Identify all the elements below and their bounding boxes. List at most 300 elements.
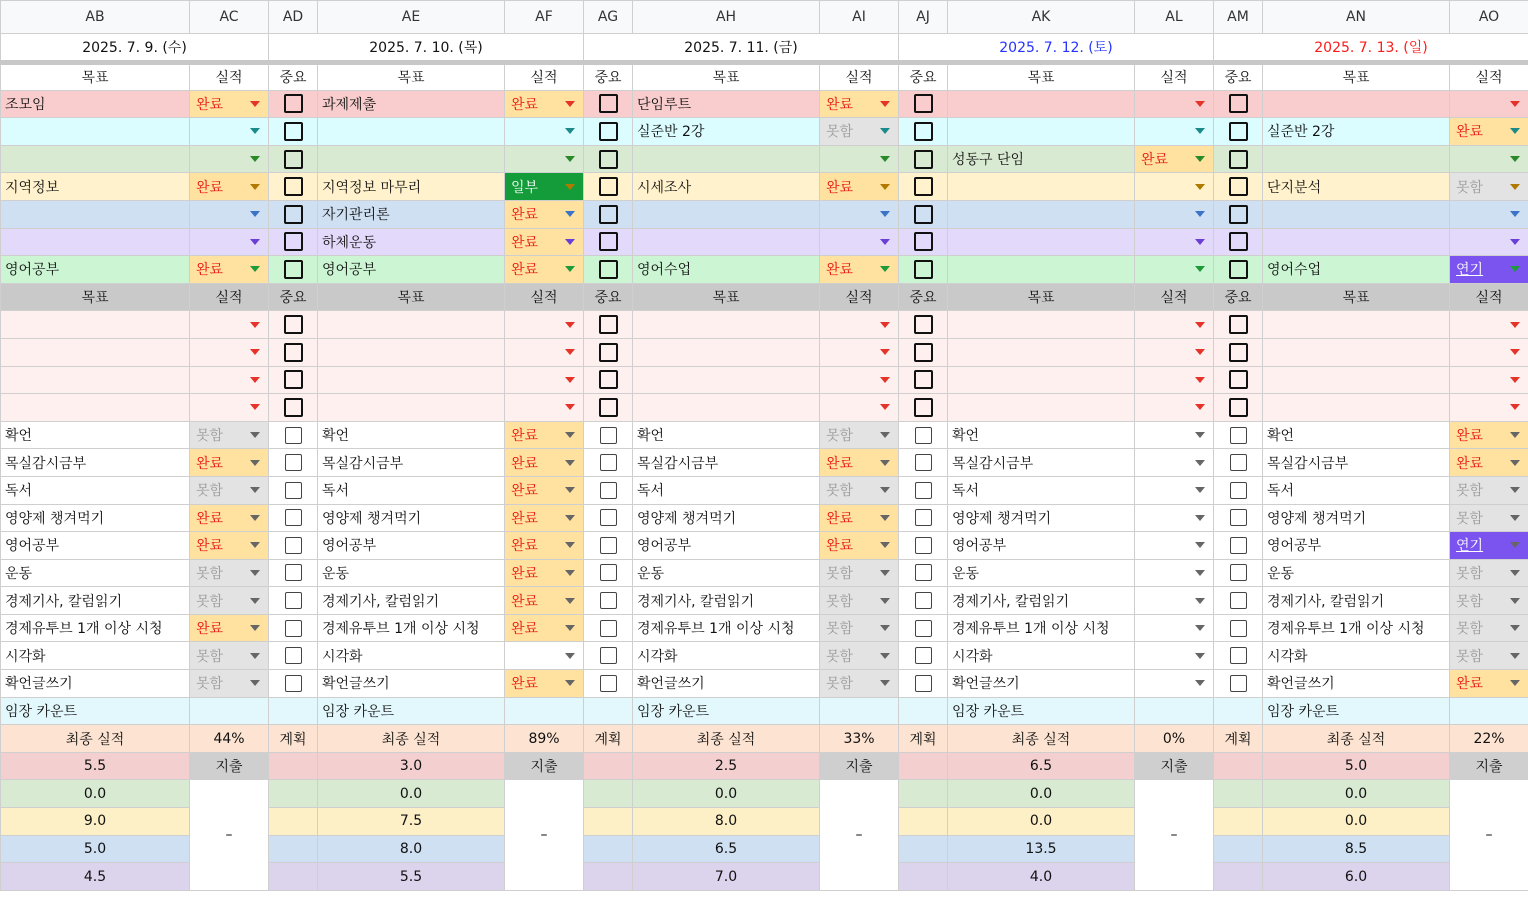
important-checkbox[interactable]	[914, 260, 933, 279]
result-dropdown[interactable]	[1135, 145, 1214, 173]
result-dropdown[interactable]	[1450, 228, 1528, 256]
important-checkbox[interactable]	[285, 592, 302, 609]
important-checkbox[interactable]	[285, 454, 302, 471]
important-checkbox[interactable]	[285, 427, 302, 444]
important-checkbox[interactable]	[1230, 454, 1247, 471]
goal-cell[interactable]	[948, 366, 1135, 394]
summary-value[interactable]: 5.5	[1, 752, 190, 780]
routine-label[interactable]: 영양제 챙겨먹기	[318, 504, 505, 532]
blank-cell[interactable]	[584, 808, 633, 836]
result-dropdown[interactable]	[190, 587, 269, 615]
routine-label[interactable]: 영어공부	[948, 532, 1135, 560]
result-dropdown[interactable]	[505, 642, 584, 670]
final-percent[interactable]: 89%	[505, 725, 584, 753]
routine-label[interactable]: 영어공부	[633, 532, 820, 560]
goal-cell[interactable]: 단임루트	[633, 90, 820, 118]
important-checkbox[interactable]	[599, 150, 618, 169]
result-dropdown[interactable]	[505, 670, 584, 698]
result-dropdown[interactable]	[505, 311, 584, 339]
column-header-ad[interactable]: AD	[269, 1, 318, 34]
goal-cell[interactable]: 시세조사	[633, 173, 820, 201]
important-checkbox[interactable]	[599, 94, 618, 113]
expense-label[interactable]: 지출	[1450, 752, 1528, 780]
summary-value[interactable]: 0.0	[318, 780, 505, 808]
expense-value[interactable]: –	[820, 780, 899, 890]
important-checkbox[interactable]	[285, 482, 302, 499]
expense-label[interactable]: 지출	[190, 752, 269, 780]
important-checkbox[interactable]	[1229, 177, 1248, 196]
result-dropdown[interactable]	[505, 587, 584, 615]
routine-label[interactable]: 운동	[318, 559, 505, 587]
summary-value[interactable]: 0.0	[633, 780, 820, 808]
important-checkbox[interactable]	[914, 315, 933, 334]
blank-cell[interactable]	[505, 697, 584, 725]
result-dropdown[interactable]	[190, 504, 269, 532]
goal-cell[interactable]	[633, 394, 820, 422]
final-percent[interactable]: 0%	[1135, 725, 1214, 753]
summary-value[interactable]: 6.0	[1263, 863, 1450, 891]
goal-cell[interactable]	[633, 200, 820, 228]
result-dropdown[interactable]	[1135, 90, 1214, 118]
goal-cell[interactable]	[1, 118, 190, 146]
important-checkbox[interactable]	[1229, 122, 1248, 141]
routine-label[interactable]: 영양제 챙겨먹기	[948, 504, 1135, 532]
result-dropdown[interactable]	[190, 532, 269, 560]
important-checkbox[interactable]	[1229, 370, 1248, 389]
result-dropdown[interactable]	[1135, 228, 1214, 256]
result-dropdown[interactable]	[505, 614, 584, 642]
routine-label[interactable]: 확언	[1, 421, 190, 449]
important-checkbox[interactable]	[284, 94, 303, 113]
goal-cell[interactable]	[318, 145, 505, 173]
result-dropdown[interactable]	[820, 228, 899, 256]
result-dropdown[interactable]	[505, 145, 584, 173]
goal-cell[interactable]	[948, 118, 1135, 146]
goal-cell[interactable]	[1, 200, 190, 228]
important-checkbox[interactable]	[1229, 398, 1248, 417]
goal-cell[interactable]	[318, 118, 505, 146]
goal-cell[interactable]	[633, 311, 820, 339]
routine-label[interactable]: 경제기사, 칼럼읽기	[948, 587, 1135, 615]
important-checkbox[interactable]	[914, 232, 933, 251]
result-dropdown[interactable]	[1450, 311, 1528, 339]
goal-cell[interactable]: 실준반 2강	[1263, 118, 1450, 146]
summary-value[interactable]: 0.0	[1263, 808, 1450, 836]
result-dropdown[interactable]	[190, 670, 269, 698]
blank-cell[interactable]	[269, 697, 318, 725]
result-dropdown[interactable]	[820, 532, 899, 560]
routine-label[interactable]: 경제기사, 칼럼읽기	[1263, 587, 1450, 615]
column-header-an[interactable]: AN	[1263, 1, 1450, 34]
result-dropdown[interactable]	[505, 504, 584, 532]
result-dropdown[interactable]	[1135, 200, 1214, 228]
result-dropdown[interactable]	[1450, 90, 1528, 118]
goal-cell[interactable]	[1263, 200, 1450, 228]
result-dropdown[interactable]	[505, 366, 584, 394]
blank-cell[interactable]	[190, 697, 269, 725]
routine-label[interactable]: 확언	[948, 421, 1135, 449]
important-checkbox[interactable]	[599, 122, 618, 141]
goal-cell[interactable]	[948, 200, 1135, 228]
blank-cell[interactable]	[899, 780, 948, 808]
plan-label[interactable]: 계획	[269, 725, 318, 753]
goal-cell[interactable]	[1263, 394, 1450, 422]
summary-value[interactable]: 6.5	[948, 752, 1135, 780]
summary-value[interactable]: 13.5	[948, 835, 1135, 863]
result-dropdown[interactable]	[505, 338, 584, 366]
important-checkbox[interactable]	[1230, 592, 1247, 609]
important-checkbox[interactable]	[915, 454, 932, 471]
column-header-ae[interactable]: AE	[318, 1, 505, 34]
routine-label[interactable]: 확언글쓰기	[1263, 670, 1450, 698]
result-dropdown[interactable]	[1135, 504, 1214, 532]
summary-value[interactable]: 0.0	[948, 780, 1135, 808]
routine-label[interactable]: 시각화	[1, 642, 190, 670]
result-dropdown[interactable]	[190, 366, 269, 394]
important-checkbox[interactable]	[914, 150, 933, 169]
result-dropdown[interactable]	[820, 421, 899, 449]
result-dropdown[interactable]	[820, 642, 899, 670]
important-checkbox[interactable]	[1230, 509, 1247, 526]
goal-cell[interactable]	[633, 228, 820, 256]
result-dropdown[interactable]	[1135, 642, 1214, 670]
summary-value[interactable]: 3.0	[318, 752, 505, 780]
count-label[interactable]: 임장 카운트	[633, 697, 820, 725]
important-checkbox[interactable]	[1230, 647, 1247, 664]
important-checkbox[interactable]	[914, 398, 933, 417]
important-checkbox[interactable]	[915, 647, 932, 664]
result-dropdown[interactable]	[190, 338, 269, 366]
summary-value[interactable]: 9.0	[1, 808, 190, 836]
important-checkbox[interactable]	[915, 564, 932, 581]
important-checkbox[interactable]	[284, 260, 303, 279]
expense-value[interactable]: –	[1135, 780, 1214, 890]
goal-cell[interactable]	[1, 311, 190, 339]
important-checkbox[interactable]	[1230, 564, 1247, 581]
goal-cell[interactable]: 영어공부	[318, 256, 505, 284]
blank-cell[interactable]	[269, 835, 318, 863]
important-checkbox[interactable]	[284, 150, 303, 169]
goal-cell[interactable]	[318, 311, 505, 339]
summary-value[interactable]: 0.0	[948, 808, 1135, 836]
result-dropdown[interactable]	[1135, 366, 1214, 394]
result-dropdown[interactable]	[1450, 587, 1528, 615]
count-label[interactable]: 임장 카운트	[948, 697, 1135, 725]
expense-value[interactable]: –	[1450, 780, 1528, 890]
result-dropdown[interactable]	[1135, 449, 1214, 477]
result-dropdown[interactable]	[1135, 670, 1214, 698]
goal-cell[interactable]	[1, 145, 190, 173]
blank-cell[interactable]	[899, 808, 948, 836]
summary-value[interactable]: 0.0	[1263, 780, 1450, 808]
summary-value[interactable]: 0.0	[1, 780, 190, 808]
result-dropdown[interactable]	[190, 394, 269, 422]
blank-cell[interactable]	[820, 697, 899, 725]
routine-label[interactable]: 영양제 챙겨먹기	[633, 504, 820, 532]
result-dropdown[interactable]	[820, 118, 899, 146]
routine-label[interactable]: 운동	[948, 559, 1135, 587]
result-dropdown[interactable]	[190, 200, 269, 228]
result-dropdown[interactable]	[1450, 256, 1528, 284]
important-checkbox[interactable]	[915, 620, 932, 637]
important-checkbox[interactable]	[285, 509, 302, 526]
column-header-ak[interactable]: AK	[948, 1, 1135, 34]
important-checkbox[interactable]	[285, 647, 302, 664]
routine-label[interactable]: 목실감시금부	[948, 449, 1135, 477]
important-checkbox[interactable]	[285, 564, 302, 581]
important-checkbox[interactable]	[600, 537, 617, 554]
final-result-label[interactable]: 최종 실적	[1263, 725, 1450, 753]
summary-value[interactable]: 5.0	[1, 835, 190, 863]
expense-value[interactable]: –	[505, 780, 584, 890]
summary-value[interactable]: 7.5	[318, 808, 505, 836]
result-dropdown[interactable]	[820, 200, 899, 228]
result-dropdown[interactable]	[1135, 559, 1214, 587]
result-dropdown[interactable]	[505, 256, 584, 284]
result-dropdown[interactable]	[505, 421, 584, 449]
routine-label[interactable]: 확언	[318, 421, 505, 449]
result-dropdown[interactable]	[505, 532, 584, 560]
important-checkbox[interactable]	[599, 232, 618, 251]
important-checkbox[interactable]	[914, 94, 933, 113]
routine-label[interactable]: 독서	[1263, 476, 1450, 504]
routine-label[interactable]: 목실감시금부	[318, 449, 505, 477]
important-checkbox[interactable]	[284, 343, 303, 362]
important-checkbox[interactable]	[914, 370, 933, 389]
result-dropdown[interactable]	[820, 614, 899, 642]
result-dropdown[interactable]	[505, 118, 584, 146]
important-checkbox[interactable]	[914, 343, 933, 362]
result-dropdown[interactable]	[820, 559, 899, 587]
result-dropdown[interactable]	[505, 449, 584, 477]
important-checkbox[interactable]	[1230, 482, 1247, 499]
column-header-ai[interactable]: AI	[820, 1, 899, 34]
result-dropdown[interactable]	[1450, 173, 1528, 201]
blank-cell[interactable]	[269, 780, 318, 808]
routine-label[interactable]: 영양제 챙겨먹기	[1, 504, 190, 532]
summary-value[interactable]: 6.5	[633, 835, 820, 863]
goal-cell[interactable]: 영어수업	[633, 256, 820, 284]
routine-label[interactable]: 독서	[1, 476, 190, 504]
result-dropdown[interactable]	[1450, 449, 1528, 477]
routine-label[interactable]: 시각화	[633, 642, 820, 670]
blank-cell[interactable]	[899, 697, 948, 725]
result-dropdown[interactable]	[1135, 421, 1214, 449]
goal-cell[interactable]: 단지분석	[1263, 173, 1450, 201]
summary-value[interactable]: 7.0	[633, 863, 820, 891]
important-checkbox[interactable]	[600, 620, 617, 637]
routine-label[interactable]: 확언글쓰기	[633, 670, 820, 698]
goal-cell[interactable]: 영어수업	[1263, 256, 1450, 284]
final-result-label[interactable]: 최종 실적	[948, 725, 1135, 753]
important-checkbox[interactable]	[599, 177, 618, 196]
result-dropdown[interactable]	[1450, 145, 1528, 173]
important-checkbox[interactable]	[600, 675, 617, 692]
result-dropdown[interactable]	[1135, 118, 1214, 146]
result-dropdown[interactable]	[505, 228, 584, 256]
routine-label[interactable]: 목실감시금부	[1, 449, 190, 477]
goal-cell[interactable]	[1, 394, 190, 422]
final-result-label[interactable]: 최종 실적	[318, 725, 505, 753]
goal-cell[interactable]	[633, 145, 820, 173]
column-header-ah[interactable]: AH	[633, 1, 820, 34]
important-checkbox[interactable]	[914, 122, 933, 141]
goal-cell[interactable]	[948, 90, 1135, 118]
result-dropdown[interactable]	[1450, 338, 1528, 366]
result-dropdown[interactable]	[190, 449, 269, 477]
result-dropdown[interactable]	[1135, 614, 1214, 642]
summary-value[interactable]: 4.5	[1, 863, 190, 891]
result-dropdown[interactable]	[820, 394, 899, 422]
routine-label[interactable]: 확언	[633, 421, 820, 449]
goal-cell[interactable]	[1263, 90, 1450, 118]
important-checkbox[interactable]	[1229, 94, 1248, 113]
routine-label[interactable]: 경제기사, 칼럼읽기	[633, 587, 820, 615]
goal-cell[interactable]	[1263, 338, 1450, 366]
important-checkbox[interactable]	[1229, 315, 1248, 334]
blank-cell[interactable]	[584, 780, 633, 808]
blank-cell[interactable]	[1214, 697, 1263, 725]
summary-value[interactable]: 5.5	[318, 863, 505, 891]
important-checkbox[interactable]	[1229, 232, 1248, 251]
goal-cell[interactable]: 과제제출	[318, 90, 505, 118]
goal-cell[interactable]	[1, 228, 190, 256]
result-dropdown[interactable]	[1450, 504, 1528, 532]
result-dropdown[interactable]	[190, 145, 269, 173]
result-dropdown[interactable]	[820, 173, 899, 201]
routine-label[interactable]: 확언글쓰기	[948, 670, 1135, 698]
routine-label[interactable]: 목실감시금부	[633, 449, 820, 477]
blank-cell[interactable]	[269, 808, 318, 836]
important-checkbox[interactable]	[1230, 620, 1247, 637]
result-dropdown[interactable]	[1135, 338, 1214, 366]
result-dropdown[interactable]	[820, 476, 899, 504]
important-checkbox[interactable]	[1229, 150, 1248, 169]
blank-cell[interactable]	[1214, 808, 1263, 836]
goal-cell[interactable]	[633, 366, 820, 394]
important-checkbox[interactable]	[284, 232, 303, 251]
result-dropdown[interactable]	[190, 228, 269, 256]
column-header-ao[interactable]: AO	[1450, 1, 1528, 34]
result-dropdown[interactable]	[190, 90, 269, 118]
result-dropdown[interactable]	[1450, 394, 1528, 422]
important-checkbox[interactable]	[599, 260, 618, 279]
important-checkbox[interactable]	[915, 592, 932, 609]
result-dropdown[interactable]	[1450, 642, 1528, 670]
blank-cell[interactable]	[584, 835, 633, 863]
column-header-ab[interactable]: AB	[1, 1, 190, 34]
summary-value[interactable]: 2.5	[633, 752, 820, 780]
important-checkbox[interactable]	[1230, 675, 1247, 692]
routine-label[interactable]: 목실감시금부	[1263, 449, 1450, 477]
result-dropdown[interactable]	[190, 559, 269, 587]
routine-label[interactable]: 운동	[1, 559, 190, 587]
important-checkbox[interactable]	[600, 482, 617, 499]
result-dropdown[interactable]	[505, 559, 584, 587]
goal-cell[interactable]	[948, 338, 1135, 366]
result-dropdown[interactable]	[1135, 587, 1214, 615]
plan-label[interactable]: 계획	[584, 725, 633, 753]
blank-cell[interactable]	[899, 752, 948, 780]
routine-label[interactable]: 시각화	[318, 642, 505, 670]
result-dropdown[interactable]	[1450, 670, 1528, 698]
result-dropdown[interactable]	[1450, 614, 1528, 642]
column-header-al[interactable]: AL	[1135, 1, 1214, 34]
result-dropdown[interactable]	[820, 449, 899, 477]
column-header-aj[interactable]: AJ	[899, 1, 948, 34]
goal-cell[interactable]	[948, 228, 1135, 256]
summary-value[interactable]: 4.0	[948, 863, 1135, 891]
count-label[interactable]: 임장 카운트	[318, 697, 505, 725]
important-checkbox[interactable]	[284, 315, 303, 334]
summary-value[interactable]: 8.0	[633, 808, 820, 836]
important-checkbox[interactable]	[285, 537, 302, 554]
routine-label[interactable]: 독서	[318, 476, 505, 504]
final-percent[interactable]: 22%	[1450, 725, 1528, 753]
summary-value[interactable]: 8.0	[318, 835, 505, 863]
result-dropdown[interactable]	[190, 173, 269, 201]
routine-label[interactable]: 경제기사, 칼럼읽기	[1, 587, 190, 615]
result-dropdown[interactable]	[190, 118, 269, 146]
important-checkbox[interactable]	[600, 592, 617, 609]
column-header-am[interactable]: AM	[1214, 1, 1263, 34]
goal-cell[interactable]	[948, 394, 1135, 422]
result-dropdown[interactable]	[190, 614, 269, 642]
goal-cell[interactable]: 지역정보	[1, 173, 190, 201]
final-result-label[interactable]: 최종 실적	[1, 725, 190, 753]
result-dropdown[interactable]	[820, 311, 899, 339]
result-dropdown[interactable]	[1450, 532, 1528, 560]
routine-label[interactable]: 운동	[633, 559, 820, 587]
important-checkbox[interactable]	[600, 454, 617, 471]
result-dropdown[interactable]	[1450, 366, 1528, 394]
result-dropdown[interactable]	[1135, 532, 1214, 560]
column-header-ag[interactable]: AG	[584, 1, 633, 34]
blank-cell[interactable]	[584, 752, 633, 780]
result-dropdown[interactable]	[190, 476, 269, 504]
goal-cell[interactable]: 조모임	[1, 90, 190, 118]
result-dropdown[interactable]	[820, 587, 899, 615]
routine-label[interactable]: 경제유투브 1개 이상 시청	[318, 614, 505, 642]
important-checkbox[interactable]	[915, 482, 932, 499]
routine-label[interactable]: 운동	[1263, 559, 1450, 587]
routine-label[interactable]: 경제유투브 1개 이상 시청	[633, 614, 820, 642]
expense-label[interactable]: 지출	[820, 752, 899, 780]
routine-label[interactable]: 경제유투브 1개 이상 시청	[948, 614, 1135, 642]
result-dropdown[interactable]	[190, 421, 269, 449]
important-checkbox[interactable]	[599, 398, 618, 417]
routine-label[interactable]: 경제기사, 칼럼읽기	[318, 587, 505, 615]
important-checkbox[interactable]	[1230, 427, 1247, 444]
important-checkbox[interactable]	[1229, 205, 1248, 224]
blank-cell[interactable]	[899, 863, 948, 891]
result-dropdown[interactable]	[1450, 559, 1528, 587]
goal-cell[interactable]	[1, 366, 190, 394]
goal-cell[interactable]: 영어공부	[1, 256, 190, 284]
important-checkbox[interactable]	[1229, 343, 1248, 362]
routine-label[interactable]: 확언글쓰기	[318, 670, 505, 698]
expense-label[interactable]: 지출	[1135, 752, 1214, 780]
result-dropdown[interactable]	[1135, 256, 1214, 284]
count-label[interactable]: 임장 카운트	[1263, 697, 1450, 725]
result-dropdown[interactable]	[190, 256, 269, 284]
blank-cell[interactable]	[1214, 835, 1263, 863]
important-checkbox[interactable]	[914, 177, 933, 196]
goal-cell[interactable]	[1263, 145, 1450, 173]
important-checkbox[interactable]	[600, 647, 617, 664]
blank-cell[interactable]	[899, 835, 948, 863]
result-dropdown[interactable]	[505, 200, 584, 228]
